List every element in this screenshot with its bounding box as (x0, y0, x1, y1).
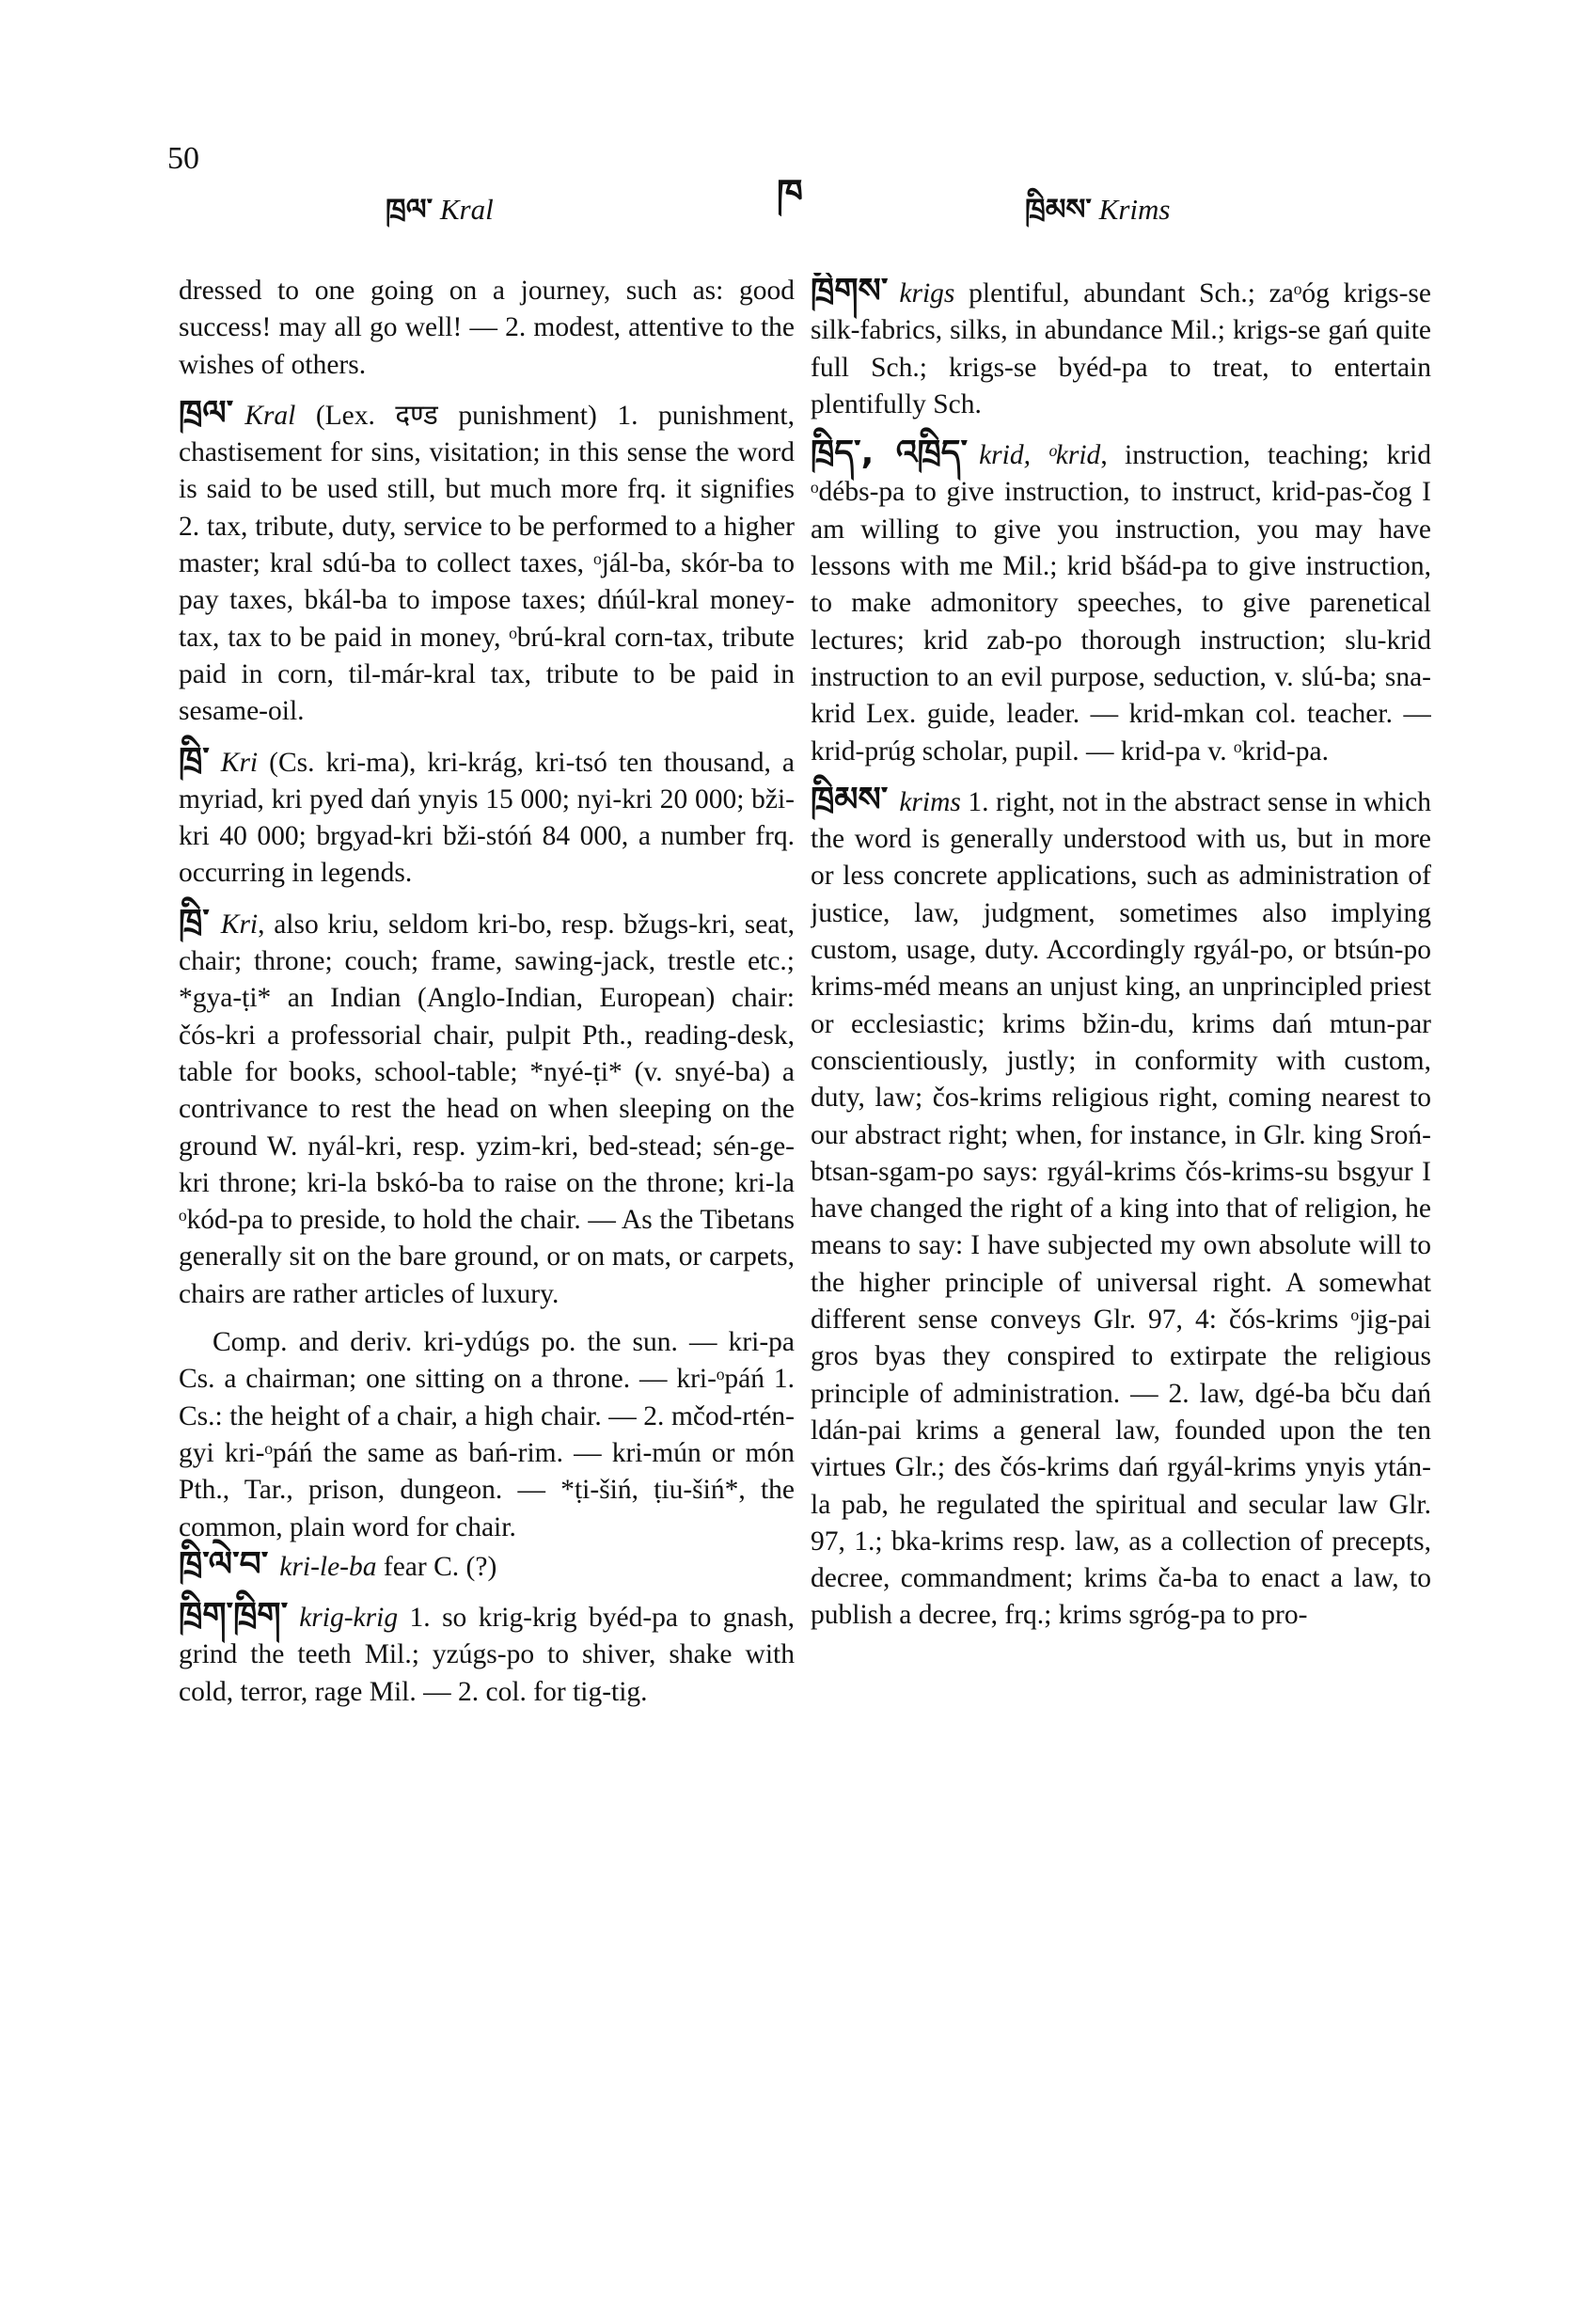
entry-krims-body: 1. right, not in the abstract sense in which the word is generally understood with us, but in more or less concrete applications, such as administration of justice, law, judgment, sometimes also implying custom, usage, duty. Accordingly rgyál-po, or btsún-po krims-méd means an unjust king, an unprincipled priest or ecclesiastic; krims bžin-du, krims dań mtun-par conscientiously, justly; in conformity with custom, duty, law; čos-krims religious right, coming nearest to our abstract right; when, for instance, in Glr. king Sroń-btsan-sgam-po says: rgyál-krims čós-krims-su bsgyur I have changed the right of a king into that of religion, he means to say: I have subjected my own absolute will to the higher principle of universal right. A somewhat different sense conveys Glr. 97, 4: čós-krims ᵒjig-pai gros byas they conspired to extirpate the religious principle of administration. — 2. law, dgé-ba bču dań ldán-pai krims a general law, founded upon the ten virtues Glr.; des čós-krims dań rgyál-krims ynyis ytán-la pab, he regulated the spiritual and secular law Glr. 97, 1.; bka-krims resp. law, as a collection of precepts, decree, commandment; krims ča-ba to enact a law, to publish a decree, frq.; krims sgróg-pa to pro- (811, 786, 1431, 1631)
entry-krims-headword: krims (899, 786, 961, 817)
entry-kri-le-ba-headword: kri-le-ba (279, 1551, 377, 1582)
entry-kri-ten-thousand (179, 742, 795, 893)
entry-continuation: dressed to one going on a journey, such as: good success! may all go well! — 2. modest, attentive to the wishes of others. (179, 276, 795, 380)
entry-kral (179, 395, 795, 731)
entry-krigs-tibetan: ཁྲིགས་ (811, 273, 889, 310)
entry-kri-ten-headword: Kri (220, 747, 259, 778)
entry-krig-krig-headword: krig-krig (299, 1603, 399, 1634)
entry-krigs-headword: krigs (899, 278, 955, 308)
entry-krigs-body: plentiful, abundant Sch.; zaᵒóg krigs-se silk-fabrics, silks, in abundance Mil.; krigs-se gań quite full Sch.; krigs-se byéd-pa to treat, to entertain plentifully Sch. (811, 278, 1431, 419)
left-column (179, 273, 795, 2267)
header-right-roman: Krims (1098, 193, 1171, 226)
entry-kri-le-ba-tibetan: ཁྲི་ལེ་བ་ (179, 1544, 269, 1584)
entry-kri-seat-tibetan: ཁྲི་ (179, 902, 210, 941)
header-center-letter: ཁ (777, 172, 803, 215)
entry-krims-tibetan: ཁྲིམས་ (811, 780, 889, 819)
entry-kral-body: (Lex. दण्ड punishment) 1. punishment, chastisement for sins, visitation; in this sense the word is said to be used still, but much more frq. it signifies 2. tax, tribute, duty, service to be performed to a higher master; kral sdú-ba to collect taxes, ᵒjál-ba, skór-ba to pay taxes, bkál-ba to impose taxes; dńúl-kral money-tax, tax to be paid in money, ᵒbrú-kral corn-tax, tribute paid in corn, til-már-kral tax, tribute to be paid in sesame-oil. (179, 400, 795, 727)
header-right-guide-word (1025, 177, 1170, 259)
entry-krig-krig-tibetan: ཁྲིག་ཁྲིག་ (179, 1596, 289, 1636)
entry-krigs (811, 273, 1431, 423)
header-left-roman: Kral (439, 193, 494, 226)
entry-krid-tibetan: ཁྲིད་, འཁྲིད་ (811, 434, 969, 473)
right-column (811, 273, 1431, 2267)
entry-kri-ten-tibetan: ཁྲི་ (179, 740, 210, 780)
header-left-tibetan: ཁྲལ་ (386, 193, 433, 227)
entry-kral-headword: Kral (244, 400, 296, 431)
entry-kri-ten-body: (Cs. kri-ma), kri-krág, kri-tsó ten thousand, a myriad, kri pyed dań ynyis 15 000; nyi-kri 20 000; bži-kri 40 000; brgyad-kri bži-stóń 84 000, a number frq. occurring in legends. (179, 747, 795, 889)
header-left-guide-word (386, 177, 494, 259)
entry-krig-krig (179, 1597, 795, 1711)
entry-kri-le-ba-body: fear C. (?) (376, 1551, 497, 1582)
header-right-tibetan: ཁྲིམས་ (1025, 193, 1092, 227)
entry-krims (811, 782, 1431, 1635)
page-header (0, 141, 1576, 227)
entry-krid-body: , instruction, teaching; krid ᵒdébs-pa to give instruction, to instruct, krid-pas-čog I am willing to give you instruction, you may have lessons with me Mil.; krid bšád-pa to give instruction, to make admonitory speeches, to give parenetical lectures; krid zab-po thorough instruction; slu-krid instruction to an evil purpose, seduction, v. slú-ba; sna-krid Lex. guide, leader. — krid-mkan col. teacher. — krid-prúg scholar, pupil. — krid-pa v. ᵒkrid-pa. (811, 440, 1431, 767)
entry-kri-le-ba (179, 1546, 795, 1586)
entry-krid (811, 435, 1431, 770)
comp-and-deriv-paragraph: Comp. and deriv. kri-ydúgs po. the sun. — kri-pa Cs. a chairman; one sitting on a throne. — kri-ᵒpáń 1. Cs.: the height of a chair, a high chair. — 2. mčod-rtén-gyi kri-ᵒpáń the same as bań-rim. — kri-mún or món Pth., Tar., prison, dungeon. — *ṭi-šiń, ṭiu-šiń*, the common, plain word for chair. (179, 1327, 795, 1542)
entry-kri-seat (179, 904, 795, 1313)
entry-kri-seat-headword: Kri (220, 909, 259, 940)
entry-krig-krig-body: 1. so krig-krig byéd-pa to gnash, grind the teeth Mil.; yzúgs-po to shiver, shake with cold, terror, rage Mil. — 2. col. for tig-tig. (179, 1603, 795, 1707)
entry-kral-tibetan: ཁྲལ་ (179, 393, 234, 433)
entry-kri-seat-body: , also kriu, seldom kri-bo, resp. bžugs-kri, seat, chair; throne; couch; frame, sawing-jack, trestle etc.; *gya-ṭi* an Indian (Anglo-Indian, European) chair: čós-kri a professorial chair, pulpit Pth., reading-desk, table for books, school-table; *nyé-ṭi* (v. snyé-ba) a contrivance to rest the head on when sleeping on the ground W. nyál-kri, resp. yzim-kri, bed-stead; sén-ge-kri throne; kri-la bskó-ba to raise on the throne; kri-la ᵒkód-pa to preside, to hold the chair. — As the Tibetans generally sit on the bare ground, or on mats, or carpets, chairs are rather articles of luxury. (179, 909, 795, 1309)
page-number: 50 (167, 141, 199, 176)
entry-krid-headword: krid, ᵒkrid (979, 440, 1101, 471)
